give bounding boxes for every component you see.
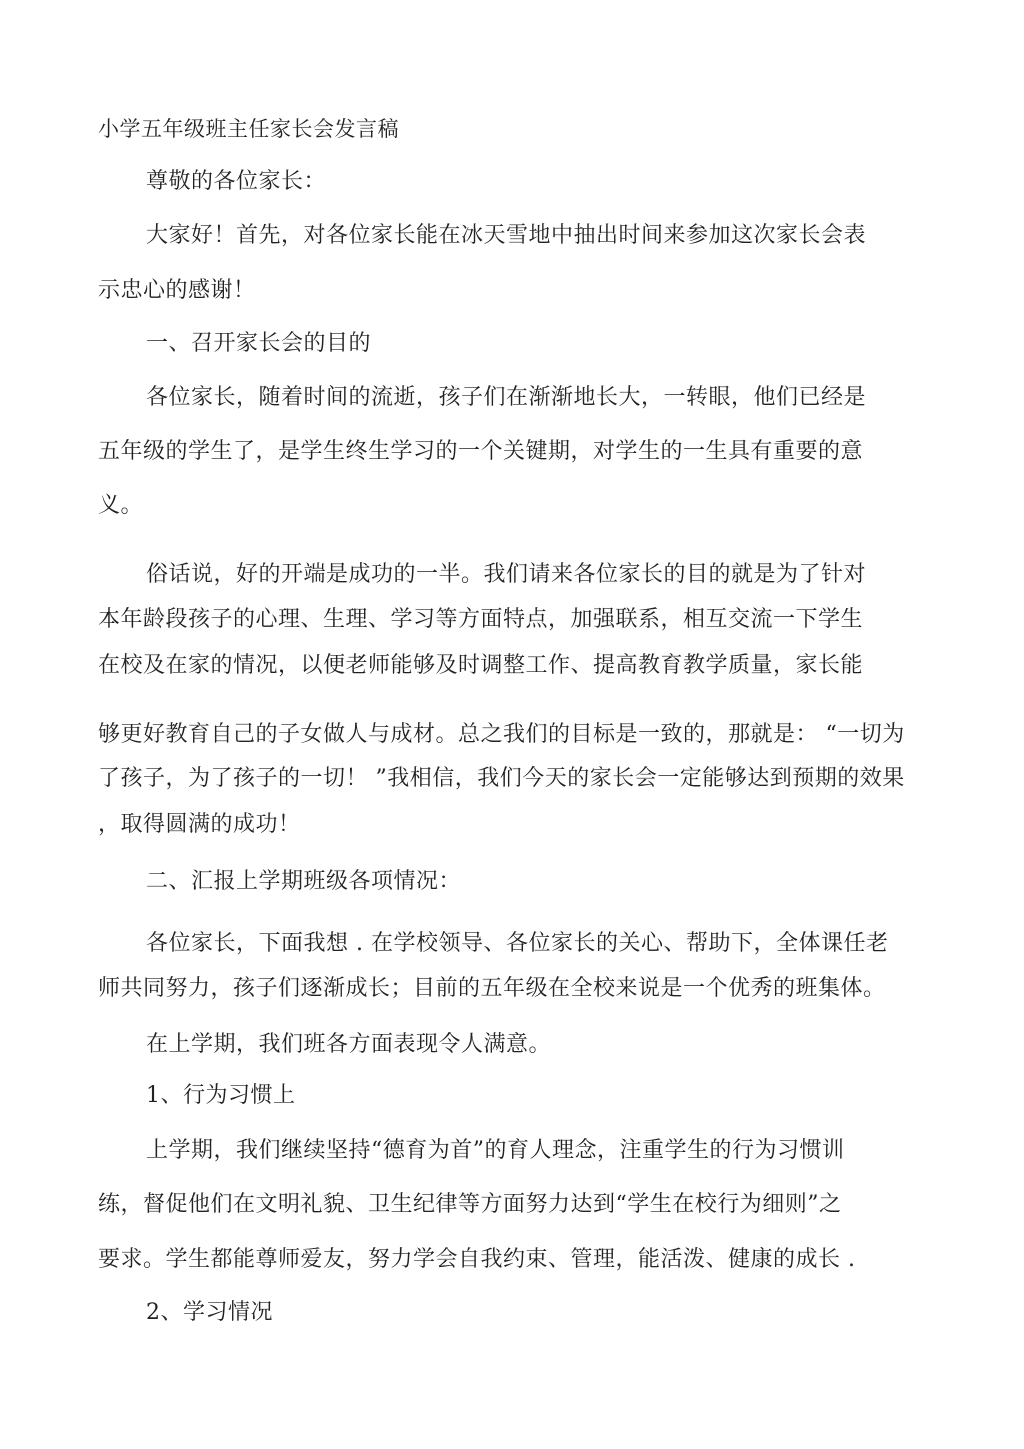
paragraph-line: 练，督促他们在文明礼貌、卫生纪律等方面努力达到“学生在校行为细则”之 bbox=[98, 1192, 842, 1217]
section-heading: 二、汇报上学期班级各项情况： bbox=[146, 869, 462, 894]
paragraph-line: 义。 bbox=[98, 493, 144, 518]
section-heading: 一、召开家长会的目的 bbox=[146, 331, 372, 356]
salutation: 尊敬的各位家长： bbox=[146, 169, 327, 194]
subsection-heading: 1、行为习惯上 bbox=[146, 1083, 296, 1108]
paragraph-line: 要求。学生都能尊师爱友，努力学会自我约束、管理，能活泼、健康的成长 . bbox=[98, 1247, 856, 1272]
paragraph-line: 示忠心的感谢！ bbox=[98, 278, 256, 303]
document-title: 小学五年级班主任家长会发言稿 bbox=[98, 117, 399, 141]
paragraph-line: 俗话说，好的开端是成功的一半。我们请来各位家长的目的就是为了针对 bbox=[146, 562, 867, 587]
paragraph-line: 五年级的学生了，是学生终生学习的一个关键期，对学生的一生具有重要的意 bbox=[98, 439, 864, 464]
paragraph-line: 师共同努力，孩子们逐渐成长；目前的五年级在全校来说是一个优秀的班集体。 bbox=[98, 976, 886, 1001]
paragraph-line: 了孩子，为了孩子的一切！ ”我相信，我们今天的家长会一定能够达到预期的效果 bbox=[98, 766, 905, 791]
paragraph-line: ，取得圆满的成功！ bbox=[98, 812, 301, 837]
paragraph-line: 各位家长，下面我想 . 在学校领导、各位家长的关心、帮助下，全体课任老 bbox=[146, 931, 889, 956]
paragraph-line: 上学期，我们继续坚持“德育为首”的育人理念，注重学生的行为习惯训 bbox=[146, 1138, 845, 1163]
paragraph-line: 够更好教育自己的子女做人与成材。总之我们的目标是一致的，那就是： “一切为 bbox=[98, 722, 905, 747]
paragraph-line: 本年龄段孩子的心理、生理、学习等方面特点，加强联系，相互交流一下学生 bbox=[98, 607, 864, 632]
paragraph-line: 各位家长，随着时间的流逝，孩子们在渐渐地长大，一转眼，他们已经是 bbox=[146, 385, 867, 410]
paragraph-line: 大家好！首先，对各位家长能在冰天雪地中抽出时间来参加这次家长会表 bbox=[146, 223, 867, 248]
subsection-heading: 2、学习情况 bbox=[146, 1300, 273, 1325]
paragraph-line: 在上学期，我们班各方面表现令人满意。 bbox=[146, 1032, 552, 1057]
paragraph-line: 在校及在家的情况，以便老师能够及时调整工作、提高教育教学质量，家长能 bbox=[98, 653, 864, 678]
